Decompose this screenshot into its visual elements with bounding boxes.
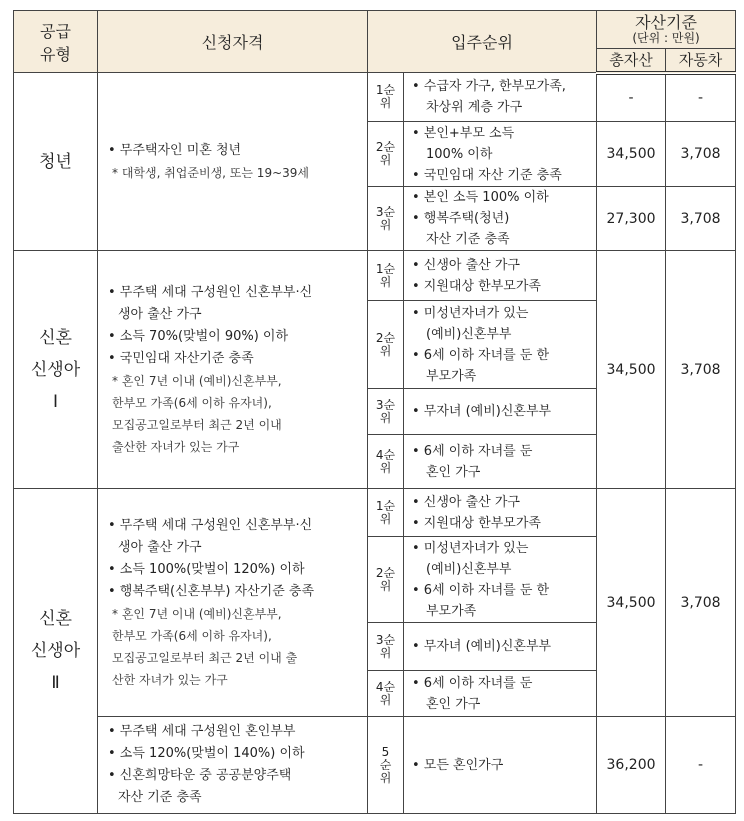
total-assets-value: 36,200: [597, 717, 666, 814]
note-line: * 혼인 7년 이내 (예비)신혼부부,: [112, 606, 282, 621]
list-item: • 무주택 세대 구성원인 신혼부부·신: [108, 517, 313, 533]
total-assets-value: 34,500: [597, 122, 666, 187]
list-item: • 무자녀 (예비)신혼부부: [412, 639, 552, 654]
note-line: 모집공고일로부터 최근 2년 이내: [112, 417, 282, 432]
note-line: * 대학생, 취업준비생, 또는 19~39세: [112, 165, 309, 180]
priority-description: [404, 671, 597, 717]
total-assets-value: 34,500: [597, 489, 666, 717]
list-item: 혼인 가구: [426, 464, 481, 480]
total-assets-value: 34,500: [597, 251, 666, 489]
priority-description: [404, 435, 597, 489]
housing-eligibility-table: [13, 10, 736, 814]
supply-type-cell: [14, 73, 98, 251]
list-item: 생아 출산 가구: [118, 306, 202, 322]
list-item: 자산 기준 충족: [426, 232, 510, 247]
list-item: • 행복주택(신혼부부) 자산기준 충족: [108, 583, 315, 599]
list-item: (예비)신혼부부: [426, 561, 512, 577]
table-body: [14, 73, 736, 814]
asset-criteria-title: 자산기준: [635, 13, 697, 32]
list-item: • 국민임대 자산기준 충족: [108, 350, 254, 366]
header-priority: 입주순위: [368, 11, 597, 73]
priority-description: [404, 187, 597, 251]
list-item: • 본인+부모 소득: [412, 125, 515, 141]
list-item: • 미성년자녀가 있는: [412, 305, 529, 321]
qualification-cell: [98, 717, 368, 814]
note-line: 모집공고일로부터 최근 2년 이내 출: [112, 650, 298, 665]
car-value: 3,708: [666, 251, 736, 489]
qualification-cell: [98, 251, 368, 489]
list-item: • 모든 혼인가구: [412, 757, 504, 773]
supply-type-cell: [14, 251, 98, 489]
priority-description: [404, 73, 597, 122]
priority-rank: 5순위: [368, 717, 404, 814]
list-item: 100% 이하: [426, 146, 493, 162]
car-value: 3,708: [666, 489, 736, 717]
note-line: 한부모 가족(6세 이하 유자녀),: [112, 628, 272, 643]
priority-description: [404, 301, 597, 389]
total-assets-value: -: [597, 73, 666, 122]
header-supply-type-line2: 유형: [40, 44, 71, 64]
list-item: • 무주택 세대 구성원인 혼인부부: [108, 724, 296, 739]
list-item: 부모가족: [426, 368, 477, 384]
priority-description: [404, 537, 597, 623]
car-value: 3,708: [666, 122, 736, 187]
qualification-cell: [98, 73, 368, 251]
priority-description: [404, 489, 597, 537]
list-item: (예비)신혼부부: [426, 326, 512, 342]
supply-type-label: 신혼: [39, 327, 72, 348]
list-item: • 무주택 세대 구성원인 신혼부부·신: [108, 284, 313, 300]
header-total-assets: 총자산: [597, 49, 666, 73]
priority-rank: 3순위: [368, 623, 404, 671]
priority-rank: 3순위: [368, 187, 404, 251]
priority-rank: 1순위: [368, 489, 404, 537]
priority-rank: 3순위: [368, 389, 404, 435]
list-item: • 무자녀 (예비)신혼부부: [412, 404, 552, 419]
list-item: • 6세 이하 자녀를 둔 한: [412, 347, 550, 363]
table-row: [14, 251, 736, 301]
list-item: • 미성년자녀가 있는: [412, 540, 529, 556]
list-item: 혼인 가구: [426, 696, 481, 712]
supply-type-label: 신혼: [39, 609, 72, 629]
list-item: • 6세 이하 자녀를 둔: [412, 443, 533, 459]
car-value: -: [666, 717, 736, 814]
priority-rank: 2순위: [368, 122, 404, 187]
list-item: • 지원대상 한부모가족: [412, 515, 541, 531]
list-item: • 신혼희망타운 중 공공분양주택: [108, 768, 292, 783]
priority-rank: 4순위: [368, 435, 404, 489]
note-line: 산한 자녀가 있는 가구: [112, 672, 228, 687]
car-value: -: [666, 73, 736, 122]
list-item: 차상위 계층 가구: [426, 100, 523, 115]
list-item: • 소득 70%(맞벌이 90%) 이하: [108, 328, 289, 344]
list-item: • 소득 100%(맞벌이 120%) 이하: [108, 561, 305, 577]
supply-type-label: 신생아: [30, 359, 81, 380]
total-assets-value: 27,300: [597, 187, 666, 251]
table-row: [14, 489, 736, 537]
note-line: 한부모 가족(6세 이하 유자녀),: [112, 395, 272, 410]
car-value: 3,708: [666, 187, 736, 251]
header-qualification: 신청자격: [98, 11, 368, 73]
priority-description: [404, 122, 597, 187]
table-row: [14, 73, 736, 122]
supply-type-label: 신생아: [30, 641, 81, 661]
list-item: • 소득 120%(맞벌이 140%) 이하: [108, 746, 305, 761]
header-asset-criteria: [597, 11, 736, 49]
supply-type-label: Ⅱ: [51, 673, 60, 693]
list-item: • 무주택자인 미혼 청년: [108, 142, 242, 158]
header-supply-type: [14, 11, 98, 73]
list-item: 자산 기준 충족: [118, 790, 202, 805]
supply-type-label: 청년: [39, 151, 72, 172]
qualification-cell: [98, 489, 368, 717]
priority-rank: 1순위: [368, 73, 404, 122]
priority-description: [404, 717, 597, 814]
priority-rank: 1순위: [368, 251, 404, 301]
list-item: • 국민임대 자산 기준 충족: [412, 167, 562, 183]
list-item: • 신생아 출산 가구: [412, 494, 520, 510]
list-item: • 본인 소득 100% 이하: [412, 190, 549, 205]
priority-rank: 2순위: [368, 537, 404, 623]
note-line: 출산한 자녀가 있는 가구: [112, 439, 240, 454]
asset-unit: (단위 : 만원): [632, 31, 700, 45]
priority-description: [404, 623, 597, 671]
note-line: * 혼인 7년 이내 (예비)신혼부부,: [112, 373, 282, 388]
list-item: • 수급자 가구, 한부모가족,: [412, 79, 566, 94]
supply-type-cell: [14, 489, 98, 814]
list-item: • 6세 이하 자녀를 둔 한: [412, 582, 550, 598]
priority-description: [404, 389, 597, 435]
supply-type-label: Ⅰ: [52, 391, 58, 412]
list-item: 부모가족: [426, 603, 477, 619]
header-supply-type-line1: 공급: [40, 21, 71, 41]
header-car: 자동차: [666, 49, 736, 73]
list-item: 생아 출산 가구: [118, 539, 202, 555]
priority-description: [404, 251, 597, 301]
priority-rank: 2순위: [368, 301, 404, 389]
list-item: • 지원대상 한부모가족: [412, 278, 541, 294]
table-row: [14, 717, 736, 814]
list-item: • 6세 이하 자녀를 둔: [412, 675, 533, 691]
list-item: • 행복주택(청년): [412, 211, 510, 226]
list-item: • 신생아 출산 가구: [412, 257, 520, 273]
priority-rank: 4순위: [368, 671, 404, 717]
